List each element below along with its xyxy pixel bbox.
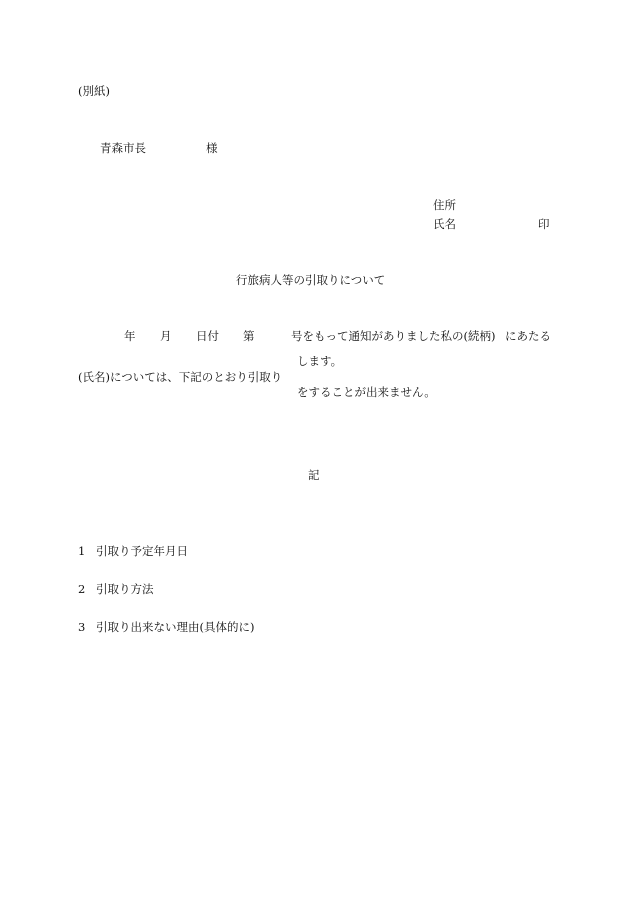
body-line1-end: にあたる [505, 329, 551, 343]
option-accept: します。 [297, 354, 343, 368]
addressee-name: 青森市長 [100, 141, 146, 155]
subject-title: 行旅病人等の引取りについて [236, 273, 386, 287]
date-field-number: 第 [243, 329, 255, 343]
item-label-2: 引取り方法 [96, 582, 154, 596]
attachment-label: (別紙) [78, 84, 110, 98]
option-decline: をすることが出来ません。 [297, 385, 436, 399]
date-field-day: 日付 [196, 329, 219, 343]
date-field-year: 年 [124, 329, 136, 343]
body-line1-text: 号をもって通知がありました私の(続柄) [291, 329, 496, 343]
item-label-1: 引取り予定年月日 [96, 544, 188, 558]
sender-address-label: 住所 [433, 198, 456, 212]
date-field-month: 月 [160, 329, 172, 343]
ki-heading: 記 [308, 468, 320, 482]
item-label-3: 引取り出来ない理由(具体的に) [96, 620, 255, 634]
item-number-1: 1 [78, 544, 86, 558]
addressee-honorific: 様 [206, 141, 218, 155]
sender-seal-label: 印 [538, 217, 550, 231]
item-number-2: 2 [78, 582, 86, 596]
item-number-3: 3 [78, 620, 86, 634]
body-line2-lead: (氏名)については、下記のとおり引取り [78, 370, 283, 384]
sender-name-label: 氏名 [433, 217, 456, 231]
